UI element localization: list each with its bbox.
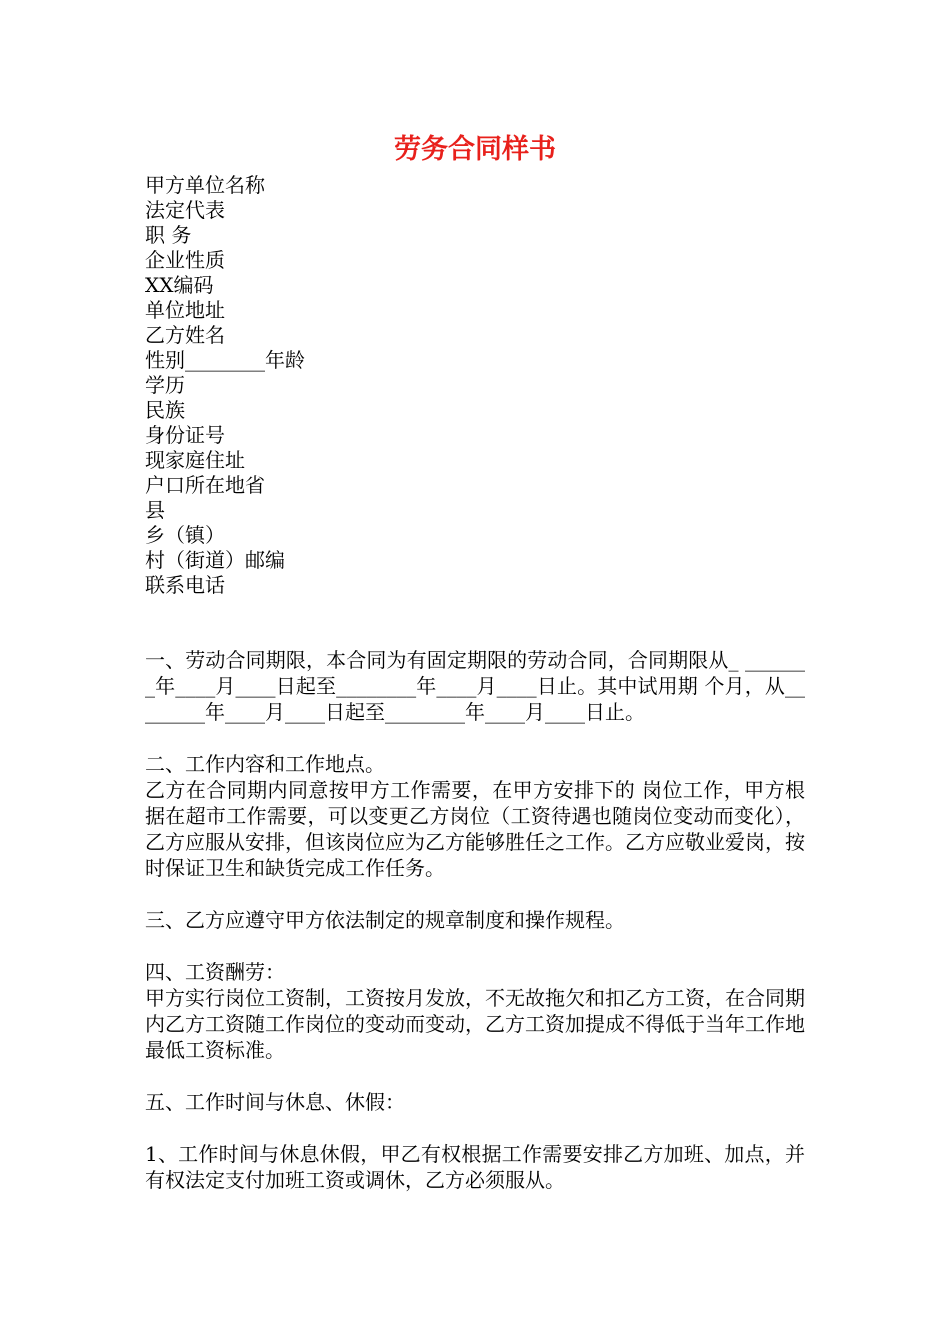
section-1-term: 一、劳动合同期限，本合同为有固定期限的劳动合同，合同期限从_ _______年____月____日起至________年____月____日止。其中试用期 个月，从________年____月____日起至________年____月____日止。 (145, 648, 805, 724)
field-code: XX编码 (145, 273, 214, 297)
field-legal-representative: 法定代表 (145, 198, 225, 222)
section-4-heading: 四、工资酬劳： (145, 960, 285, 984)
field-village-postcode: 村（街道）邮编 (145, 548, 285, 572)
field-gender-age: 性别________年龄 (145, 348, 305, 372)
field-enterprise-type: 企业性质 (145, 248, 225, 272)
field-county: 县 (145, 498, 165, 522)
field-ethnicity: 民族 (145, 398, 185, 422)
field-party-b-name: 乙方姓名 (145, 323, 225, 347)
field-education: 学历 (145, 373, 185, 397)
field-position: 职 务 (145, 223, 192, 247)
field-id-number: 身份证号 (145, 423, 225, 447)
field-company-address: 单位地址 (145, 298, 225, 322)
document-title: 劳务合同样书 (394, 134, 556, 165)
section-4-body: 甲方实行岗位工资制，工资按月发放，不无故拖欠和扣乙方工资，在合同期内乙方工资随工作岗位的变动而变动，乙方工资加提成不得低于当年工作地最低工资标准。 (145, 986, 805, 1062)
contract-body (145, 647, 805, 1193)
field-household-province: 户口所在地省 (145, 473, 265, 497)
field-home-address: 现家庭住址 (145, 448, 245, 472)
section-5-item-1: 1、工作时间与休息休假，甲乙有权根据工作需要安排乙方加班、加点，并有权法定支付加班工资或调休，乙方必须服从。 (145, 1142, 805, 1192)
section-3-rules: 三、乙方应遵守甲方依法制定的规章制度和操作规程。 (145, 908, 625, 932)
section-5-heading: 五、工作时间与休息、休假： (145, 1090, 405, 1114)
field-party-a-name: 甲方单位名称 (145, 173, 265, 197)
party-info-fields (145, 173, 815, 598)
field-township: 乡（镇） (145, 523, 225, 547)
field-phone: 联系电话 (145, 573, 225, 597)
section-2-body: 乙方在合同期内同意按甲方工作需要，在甲方安排下的 岗位工作，甲方根据在超市工作需要，可以变更乙方岗位（工资待遇也随岗位变动而变化），乙方应服从安排，但该岗位应为乙方能够胜任之工作。乙方应敬业爱岗，按时保证卫生和缺货完成工作任务。 (145, 778, 805, 880)
section-2-heading: 二、工作内容和工作地点。 (145, 752, 385, 776)
